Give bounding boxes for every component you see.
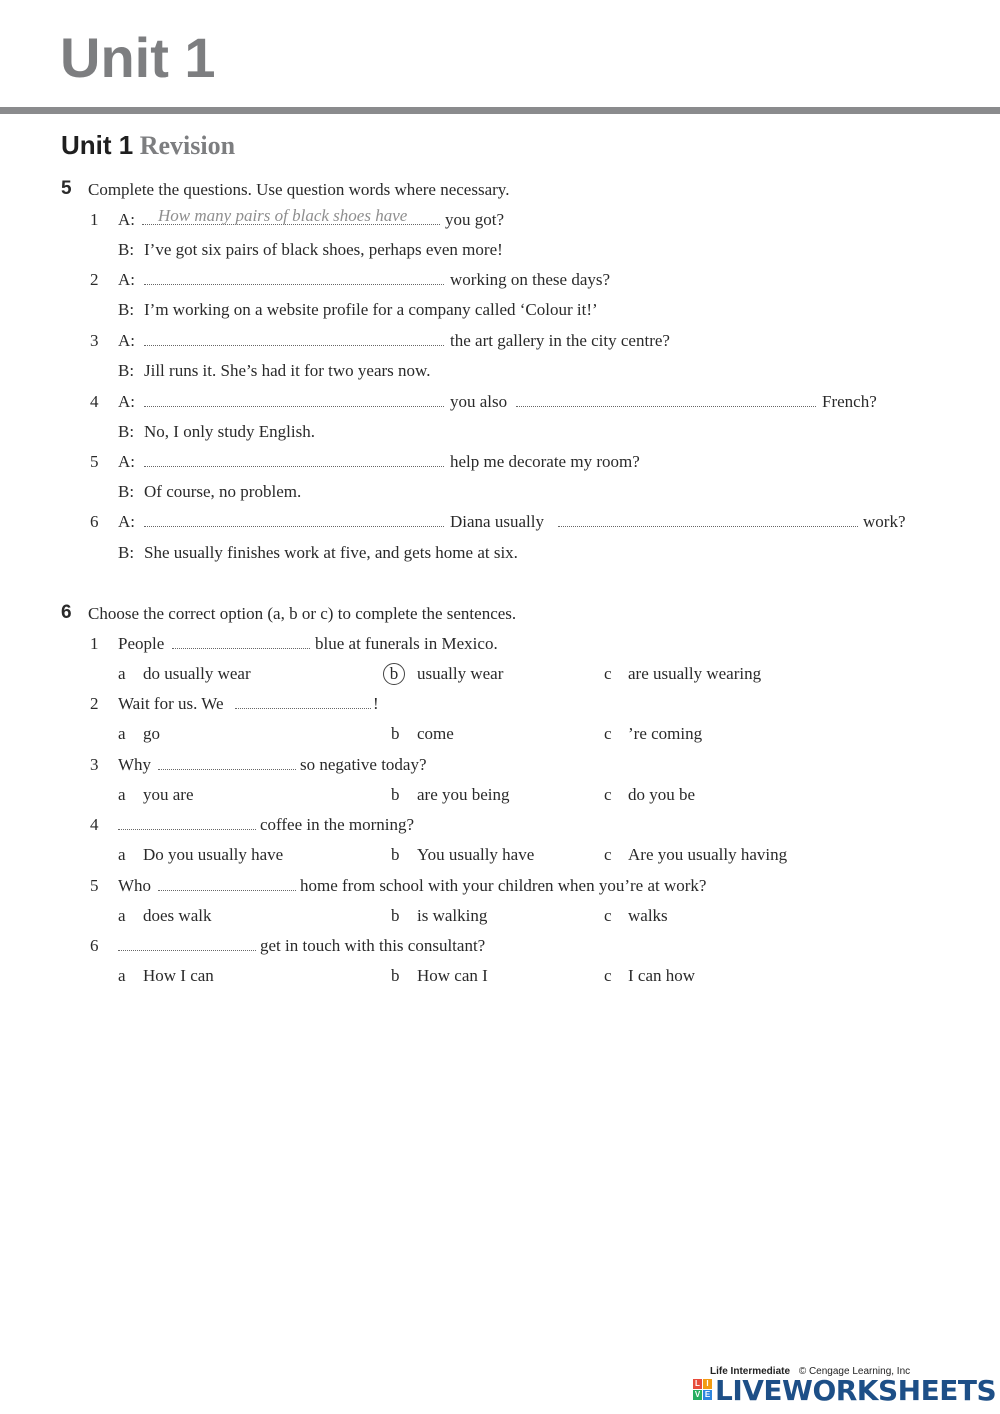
answer-blank[interactable] — [118, 936, 256, 951]
option-b-text[interactable]: are you being — [417, 785, 510, 804]
sentence-middle: you also — [450, 392, 508, 411]
footer-book: Life Intermediate — [710, 1366, 791, 1377]
speaker-b-label: B: — [118, 240, 135, 259]
sentence-end: so negative today? — [300, 755, 427, 774]
ex5-item-6-a — [90, 512, 906, 532]
answer-blank[interactable] — [144, 331, 444, 346]
option-c-text[interactable]: walks — [628, 906, 668, 925]
footer-copyright: © Cengage Learning, Inc — [798, 1366, 911, 1377]
ex5-item-3-b — [118, 361, 431, 381]
option-b-letter[interactable]: b — [391, 966, 400, 985]
option-b-letter[interactable]: b — [391, 845, 400, 864]
answer-blank[interactable] — [144, 392, 444, 407]
answer-blank[interactable] — [118, 815, 256, 830]
ex6-item-2 — [90, 694, 379, 714]
item-number: 2 — [90, 270, 99, 289]
item-number: 5 — [90, 876, 99, 895]
sentence-end: help me decorate my room? — [450, 452, 640, 471]
sentence-end: the art gallery in the city centre? — [450, 331, 670, 350]
answer-blank[interactable] — [144, 270, 444, 285]
ex5-item-6-b — [118, 543, 518, 563]
exercise-6-number: 6 — [61, 602, 72, 623]
ex5-item-5-a — [90, 452, 640, 472]
sentence-end: French? — [822, 392, 877, 411]
option-c-letter[interactable]: c — [604, 664, 612, 683]
answer-blank-2[interactable] — [516, 392, 816, 407]
ex5-item-4-b — [118, 422, 315, 442]
sentence-end: coffee in the morning? — [260, 815, 415, 834]
option-c-text[interactable]: Are you usually having — [628, 845, 788, 864]
option-c-letter[interactable]: c — [604, 785, 612, 804]
option-b-letter[interactable]: b — [391, 724, 400, 743]
option-a-text[interactable]: do usually wear — [143, 664, 251, 683]
section-unit: Unit 1 — [61, 130, 134, 160]
filled-answer: How many pairs of black shoes have — [158, 206, 408, 225]
ex6-item-1 — [90, 634, 498, 654]
ex5-item-4-a — [90, 392, 877, 412]
ex6-item-5 — [90, 876, 707, 896]
option-a-letter[interactable]: a — [118, 966, 126, 985]
logo-tile-e: E — [704, 1390, 711, 1399]
answer-blank[interactable] — [235, 694, 371, 709]
ex5-item-1-b — [118, 240, 503, 260]
ex5-item-3-a — [90, 331, 670, 351]
item-number: 1 — [90, 210, 99, 229]
item-number: 4 — [90, 392, 99, 411]
option-a-letter[interactable]: a — [118, 664, 126, 683]
option-c-text[interactable]: I can how — [628, 966, 696, 985]
speaker-a-label: A: — [118, 392, 135, 411]
item-number: 3 — [90, 755, 99, 774]
item-number: 2 — [90, 694, 99, 713]
item-number: 1 — [90, 634, 99, 653]
item-number: 6 — [90, 512, 99, 531]
header-divider — [0, 107, 1000, 114]
option-b-text[interactable]: You usually have — [417, 845, 535, 864]
option-a-letter[interactable]: a — [118, 906, 126, 925]
option-c-text[interactable]: ’re coming — [628, 724, 703, 743]
item-number: 3 — [90, 331, 99, 350]
sentence-end: working on these days? — [450, 270, 611, 289]
answer-blank[interactable] — [144, 452, 444, 467]
speaker-b-label: B: — [118, 361, 135, 380]
logo-tile-l: L — [693, 1379, 702, 1389]
option-a-letter[interactable]: a — [118, 785, 126, 804]
sentence-start: People — [118, 634, 165, 653]
option-a-text[interactable]: go — [143, 724, 160, 743]
option-a-text[interactable]: How I can — [143, 966, 214, 985]
option-c-letter[interactable]: c — [604, 845, 612, 864]
section-title — [61, 132, 235, 159]
speaker-a-label: A: — [118, 512, 135, 531]
option-b-text[interactable]: is walking — [417, 906, 488, 925]
speaker-a-label: A: — [118, 210, 135, 229]
speaker-a-label: A: — [118, 331, 135, 350]
option-b-text[interactable]: usually wear — [417, 664, 504, 683]
logo-tiles-icon — [693, 1379, 713, 1401]
ex5-item-5-b — [118, 482, 302, 502]
item-number: 6 — [90, 936, 99, 955]
option-b-text[interactable]: How can I — [417, 966, 488, 985]
sentence-start: Who — [118, 876, 152, 895]
exercise-6-instruction: Choose the correct option (a, b or c) to complete the sentences. — [88, 604, 517, 623]
item-number: 5 — [90, 452, 99, 471]
option-a-letter[interactable]: a — [118, 845, 126, 864]
speaker-b-label: B: — [118, 300, 135, 319]
answer-blank[interactable] — [158, 876, 296, 891]
ex5-item-2-a — [90, 270, 611, 290]
response-text: I’ve got six pairs of black shoes, perhaps even more! — [144, 240, 503, 259]
logo-tile-v: V — [694, 1390, 701, 1399]
option-b-letter[interactable]: b — [391, 785, 400, 804]
answer-blank[interactable] — [144, 512, 444, 527]
answer-blank-2[interactable] — [558, 512, 858, 527]
option-a-letter[interactable]: a — [118, 724, 126, 743]
exercise-5-number: 5 — [61, 178, 72, 199]
sentence-end: ! — [373, 694, 379, 713]
response-text: I’m working on a website profile for a company called ‘Colour it!’ — [144, 300, 598, 319]
speaker-b-label: B: — [118, 482, 135, 501]
sentence-end: blue at funerals in Mexico. — [315, 634, 498, 653]
sentence-end: work? — [863, 512, 906, 531]
response-text: Of course, no problem. — [144, 482, 302, 501]
exercise-5-instruction: Complete the questions. Use question words where necessary. — [88, 180, 510, 199]
logo-text: LIVEWORKSHEETS — [715, 1374, 997, 1407]
sentence-start: Why — [118, 755, 152, 774]
sentence-end: home from school with your children when you’re at work? — [300, 876, 707, 895]
logo-tile-i: I — [703, 1379, 712, 1389]
option-a-text[interactable]: you are — [143, 785, 194, 804]
sentence-middle: Diana usually — [450, 512, 544, 531]
response-text: She usually finishes work at five, and gets home at six. — [144, 543, 518, 562]
option-c-letter[interactable]: c — [604, 906, 612, 925]
speaker-b-label: B: — [118, 422, 135, 441]
ex6-item-6 — [90, 936, 486, 956]
speaker-a-label: A: — [118, 452, 135, 471]
sentence-start: Wait for us. We — [118, 694, 224, 713]
ex6-item-4 — [90, 815, 415, 835]
option-c-letter[interactable]: c — [604, 724, 612, 743]
answer-blank[interactable] — [158, 755, 296, 770]
option-b-text[interactable]: come — [417, 724, 454, 743]
response-text: Jill runs it. She’s had it for two years now. — [144, 361, 431, 380]
sentence-end: get in touch with this consultant? — [260, 936, 486, 955]
option-a-text[interactable]: Do you usually have — [143, 845, 284, 864]
section-revision: Revision — [139, 131, 236, 160]
speaker-a-label: A: — [118, 270, 135, 289]
page-title: Unit 1 — [60, 26, 216, 89]
answer-blank[interactable] — [172, 634, 310, 649]
ex5-item-2-b — [118, 300, 598, 320]
option-c-text[interactable]: are usually wearing — [628, 664, 762, 683]
option-b-selected-circle[interactable]: b — [383, 663, 405, 685]
option-c-letter[interactable]: c — [604, 966, 612, 985]
option-c-text[interactable]: do you be — [628, 785, 696, 804]
option-b-letter[interactable]: b — [391, 906, 400, 925]
ex6-item-3 — [90, 755, 427, 775]
response-text: No, I only study English. — [144, 422, 315, 441]
item-number: 4 — [90, 815, 99, 834]
sentence-end: you got? — [445, 210, 505, 229]
speaker-b-label: B: — [118, 543, 135, 562]
option-a-text[interactable]: does walk — [143, 906, 212, 925]
